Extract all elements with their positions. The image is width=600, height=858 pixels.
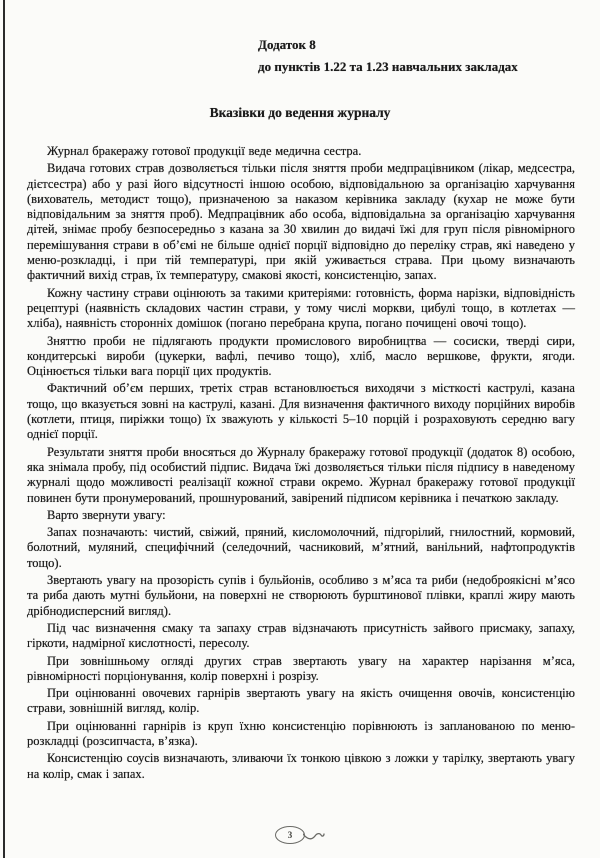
paragraph: Запах позначають: чистий, свіжий, пряний, кисломолочний, підгорілий, гнилостний, кормовий, болотний, муляний, специфічний (селедочний, часниковий, м’ятний, ванільний, нафтопродуктів тощо). — [27, 525, 575, 570]
paragraph: Звертають увагу на прозорість супів і бульйонів, особливо з м’яса та риби (недоброякісні м’ясо та риба дають мутні бульйони, на поверхні не створюють бурштинової плівки, краплі жиру мають дрібнодисперсний вигляд). — [27, 573, 575, 618]
document-body — [27, 144, 575, 782]
paragraph: Кожну частину страви оцінюють за такими критеріями: готовність, форма нарізки, відповідність рецептурі (наявність складових частин страви, у тому числі моркви, цибулі тощо, в котлетах — хліба), наявність сторонніх домішок (погано перебрана крупа, погано почищені овочі тощо). — [27, 285, 575, 331]
page-title: Вказівки до ведення журналу — [209, 105, 391, 120]
paragraph: Консистенцію соусів визначають, зливаючи їх тонкою цівкою з ложки у тарілку, звертають увагу на колір, смак і запах. — [27, 751, 575, 781]
ornament-tail-icon — [303, 827, 325, 843]
appendix-reference: до пунктів 1.22 та 1.23 навчальних закладах — [258, 59, 518, 74]
paragraph: Під час визначення смаку та запаху страв відзначають присутність зайвого присмаку, запаху, гіркоти, надмірної кислотності, пересолу. — [27, 620, 575, 651]
paragraph: При зовнішньому огляді других страв звертають увагу на характер нарізання м’яса, рівномірності порціонування, колір поверхні і розрізу. — [27, 653, 575, 683]
paragraph: Результати зняття проби вносяться до Журналу бракеражу готової продукції (додаток 8) особою, яка знімала пробу, під особистий підпис. Видача їжі дозволяється тільки після підпису в наведеному журналі щодо можливості реалізації кожної страви окремо. Журнал бракеражу готової продукції повинен бути пронумерований, прошнурований, завірений підписом керівника і печаткою закладу. — [27, 444, 575, 505]
page-number: 3 — [275, 826, 305, 844]
appendix-label: Додаток 8 — [258, 37, 316, 52]
scan-edge-line — [3, 0, 5, 858]
paragraph: Варто звернути увагу: — [47, 507, 166, 522]
paragraph: При оцінюванні овочевих гарнірів звертають увагу на якість очищення овочів, консистенцію страви, зовнішній вигляд, колір. — [27, 686, 575, 716]
page-footer — [0, 826, 600, 844]
paragraph: Видача готових страв дозволяється тільки після зняття проби медпрацівником (лікар, медсестра, дієтсестра) або у разі його відсутності іншою особою, відповідальною за організацію харчування (вихователь, методист тощо), призначеною за наказом керівника закладу (кухар не може бути відповідальним за зняття проб). Медпрацівник або особа, відповідальна за організацію харчування дітей, знімає пробу безпосередньо з казана за 30 хвилин до видачі їжі для груп після рівномірного перемішування страви в об’ємі не більше однієї порції відповідно до переліку страв, які наведено у меню-розкладці, і при тій температурі, при якій уживається страва. При цьому визначають фактичний вихід страв, їх температуру, смакові якості, консистенцію, запах. — [27, 161, 575, 283]
paragraph: Журнал бракеражу готової продукції веде медична сестра. — [47, 144, 362, 158]
paragraph: Фактичний об’єм перших, третіх страв встановлюється виходячи з місткості каструлі, казана тощо, що вказується зовні на каструлі, казані. Для визначення фактичного виходу порційних виробів (котлети, птиця, пиріжки тощо) їх зважують у кількості 5–10 порцій і розраховують середню вагу однієї порції. — [27, 381, 575, 442]
paragraph: При оцінюванні гарнірів із круп їхню консистенцію порівнюють із запланованою по меню-розкладці (розсипчаста, в’язка). — [27, 718, 575, 748]
appendix-header — [258, 0, 600, 78]
paragraph: Зняттю проби не підлягають продукти промислового виробництва — сосиски, тверді сири, кондитерські вироби (цукерки, вафлі, печиво тощо), хліб, масло вершкове, фрукти, ягоди. Оцінюється тільки вага порції цих продуктів. — [27, 333, 575, 379]
page-number-ornament — [275, 826, 325, 844]
